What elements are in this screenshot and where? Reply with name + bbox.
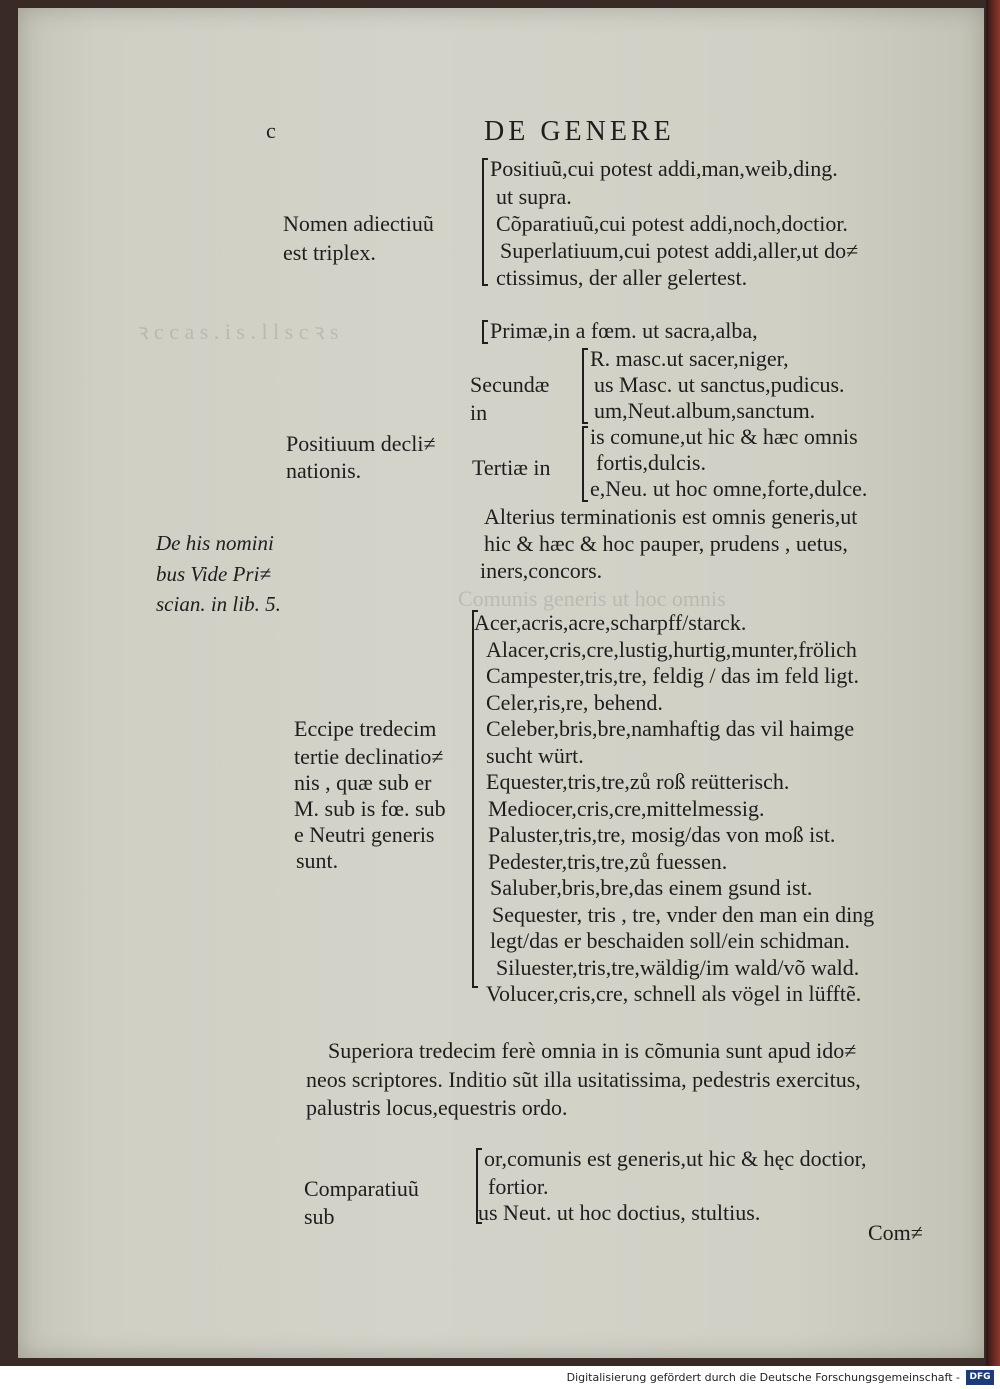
book-page xyxy=(18,8,984,1358)
eccipe-line: Sequester, tris , tre, vnder den man ein ding xyxy=(492,902,875,927)
brace xyxy=(582,348,584,424)
brace xyxy=(482,158,484,286)
dfg-logo-icon[interactable]: DFG xyxy=(966,1370,994,1385)
eccipe-line: Siluester,tris,tre,wäldig/im wald/võ wald. xyxy=(496,955,860,980)
margin-note-line: De his nomini xyxy=(156,531,274,555)
superiora-line: palustris locus,equestris ordo. xyxy=(306,1095,568,1120)
secunda-label-line-2: in xyxy=(470,400,488,425)
superiora-line: neos scriptores. Inditio sũt illa usitatissima, pedestris exercitus, xyxy=(306,1067,861,1092)
eccipe-line: Celer,ris,re, behend. xyxy=(486,690,663,715)
eccipe-label-line: tertie declinatio≠ xyxy=(294,744,444,769)
eccipe-line: Campester,tris,tre, feldig / das im feld ligt. xyxy=(486,663,860,688)
eccipe-line: Volucer,cris,cre, schnell als vögel in lüfftẽ. xyxy=(486,981,862,1006)
catchword: Com≠ xyxy=(868,1220,923,1245)
footer-bar xyxy=(0,1366,1000,1389)
comparatiuum-line: us Neut. ut hoc doctius, stultius. xyxy=(478,1200,761,1225)
margin-note-line: bus Vide Pri≠ xyxy=(156,562,271,586)
tertia-label: Tertiæ in xyxy=(472,455,551,480)
eccipe-line: Alacer,cris,cre,lustig,hurtig,munter,frölich xyxy=(486,637,857,662)
footer-credit: Digitalisierung gefördert durch die Deutsche Forschungsgemeinschaft - xyxy=(566,1371,960,1384)
secunda-line: um,Neut.album,sanctum. xyxy=(594,398,816,423)
margin-note-line: scian. in lib. 5. xyxy=(156,592,281,616)
eccipe-line: Acer,acris,acre,scharpff/starck. xyxy=(474,610,747,635)
eccipe-label-line: sunt. xyxy=(296,848,339,873)
eccipe-line: legt/das er beschaiden soll/ein schidman. xyxy=(490,928,850,953)
adiectiuum-line: Cõparatiuũ,cui potest addi,noch,doctior. xyxy=(496,211,848,236)
comparatiuum-label-line: Comparatiuũ xyxy=(304,1176,419,1201)
eccipe-label-line: nis , quæ sub er xyxy=(294,770,432,795)
adiectiuum-line: Superlatiuum,cui potest addi,aller,ut do≠ xyxy=(500,238,859,263)
tertia-line: fortis,dulcis. xyxy=(596,450,706,475)
comparatiuum-label-line: sub xyxy=(304,1204,335,1229)
tertia-line: e,Neu. ut hoc omne,forte,dulce. xyxy=(590,476,868,501)
show-through-text: Comunis generis ut hoc omnis xyxy=(458,586,726,611)
positiuum-label-line-1: Positiuum decli≠ xyxy=(286,431,436,456)
adiectiuum-line: Positiuũ,cui potest addi,man,weib,ding. xyxy=(490,156,838,181)
eccipe-label-line: Eccipe tredecim xyxy=(294,716,437,741)
eccipe-line: Saluber,bris,bre,das einem gsund ist. xyxy=(490,875,813,900)
alterius-line: iners,concors. xyxy=(480,558,603,583)
secunda-label-line-1: Secundæ xyxy=(470,372,550,397)
secunda-line: R. masc.ut sacer,niger, xyxy=(590,346,789,371)
adiectiuum-line: ut supra. xyxy=(496,184,572,209)
eccipe-label-line: e Neutri generis xyxy=(294,822,435,847)
superiora-line: Superiora tredecim ferè omnia in is cõmunia sunt apud ido≠ xyxy=(328,1038,857,1063)
eccipe-line: Mediocer,cris,cre,mittelmessig. xyxy=(488,796,765,821)
adiectiuum-line: ctissimus, der aller gelertest. xyxy=(496,265,748,290)
eccipe-label-line: M. sub is fœ. sub xyxy=(294,796,446,821)
brace xyxy=(472,610,474,988)
eccipe-line: Paluster,tris,tre, mosig/das von moß ist. xyxy=(488,822,836,847)
running-head: DE GENERE xyxy=(484,116,675,147)
adiectiuum-label-line-2: est triplex. xyxy=(283,240,376,265)
brace xyxy=(482,320,484,344)
book-edge xyxy=(986,0,1000,1366)
brace xyxy=(582,426,584,502)
eccipe-line: sucht würt. xyxy=(486,743,584,768)
eccipe-line: Celeber,bris,bre,namhaftig das vil haimge xyxy=(486,716,855,741)
show-through-text: ꝛ c c a s . i s . l l s c ꝛ s xyxy=(138,319,339,344)
folio-mark: c xyxy=(266,118,276,143)
prima-line: Primæ,in a fœm. ut sacra,alba, xyxy=(490,318,758,343)
secunda-line: us Masc. ut sanctus,pudicus. xyxy=(594,372,845,397)
alterius-line: hic & hæc & hoc pauper, prudens , uetus, xyxy=(484,531,848,556)
adiectiuum-label-line-1: Nomen adiectiuũ xyxy=(283,211,434,236)
alterius-line: Alterius terminationis est omnis generis,ut xyxy=(484,504,858,529)
comparatiuum-line: fortior. xyxy=(488,1174,549,1199)
positiuum-label-line-2: nationis. xyxy=(286,458,362,483)
tertia-line: is comune,ut hic & hæc omnis xyxy=(590,424,858,449)
eccipe-line: Equester,tris,tre,zů roß reütterisch. xyxy=(486,769,790,794)
eccipe-line: Pedester,tris,tre,zů fuessen. xyxy=(488,849,728,874)
comparatiuum-line: or,comunis est generis,ut hic & hęc doctior, xyxy=(484,1146,867,1171)
